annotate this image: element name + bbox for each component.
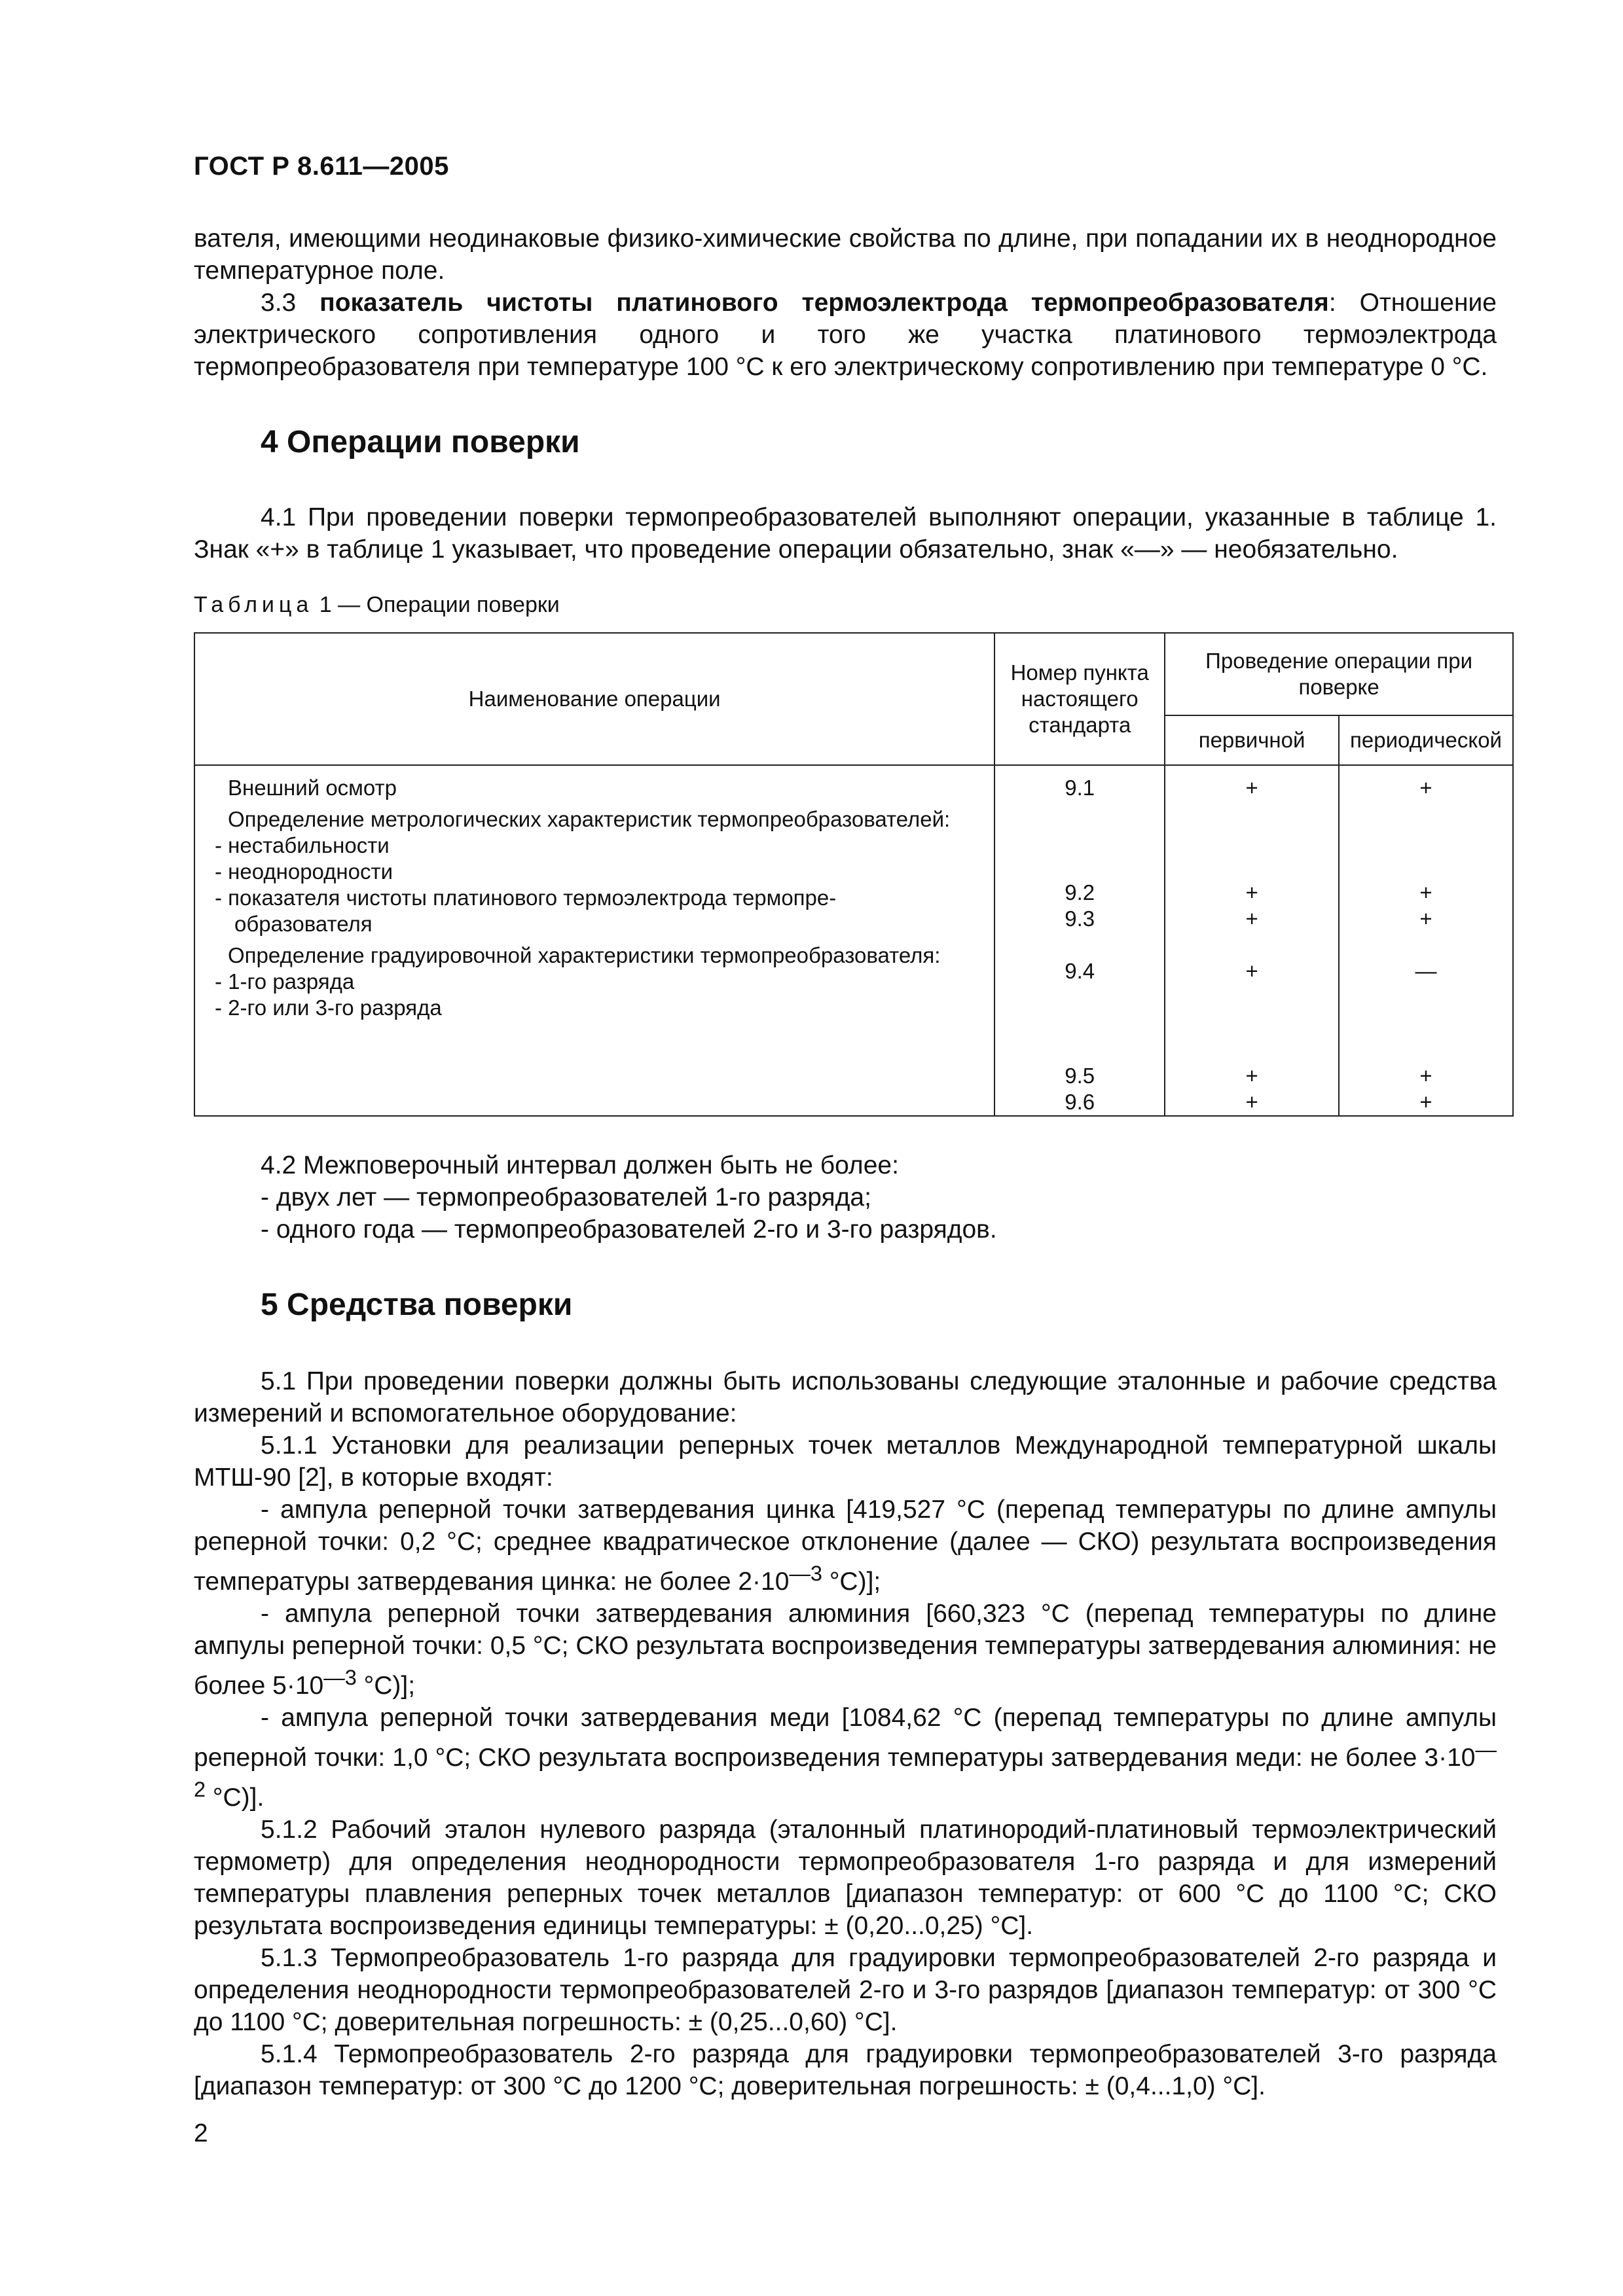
list-item-aluminium <box>194 1598 1497 1702</box>
list-item: - двух лет — термопреобразователей 1-го разряда; <box>261 1183 871 1211</box>
table-cell: + <box>1245 906 1258 931</box>
table-cell: 9.6 <box>1065 1090 1095 1114</box>
table-cell: 9.4 <box>1065 959 1095 983</box>
table-cell: 9.2 <box>1065 880 1095 905</box>
table-row-name: - нестабильности <box>215 833 390 857</box>
list-item-text: - ампула реперной точки затвердевания цинка [419,527 °С (перепад температуры по длине ампулы реперной точки: 0,2 °С; среднее квадратическое отклонение (далее — СКО) результата воспроизведения температуры затвердевания цинка: не более 2·10 <box>194 1496 1497 1596</box>
table-cell: + <box>1245 1064 1258 1088</box>
header-verification-group: Проведение операции при поверке <box>1165 633 1513 715</box>
table-row-name: - 1-го разряда <box>215 969 355 994</box>
list-item-text: °С)]; <box>356 1672 416 1700</box>
paragraph-4-1: 4.1 При проведении поверки термопреобразователей выполняют операции, указанные в таблице 1. Знак «+» в таблице 1 указывает, что проведение операции обязательно, знак «—» — необязательно. <box>194 503 1497 564</box>
list-item-zinc <box>194 1494 1497 1598</box>
definition-text: : Отношение электрического сопротивления одного и того же участка платинового термоэлектрода термопреобразователя при температуре 100 °С к его электрическому сопротивлению при температуре 0 °С. <box>194 289 1497 381</box>
table-row-name: - показателя чистоты платинового термоэлектрода термопре- <box>215 886 837 910</box>
exponent: —3 <box>323 1666 357 1689</box>
list-item: - одного года — термопреобразователей 2-го и 3-го разрядов. <box>261 1215 997 1244</box>
table-cell: + <box>1419 776 1432 800</box>
table-row-name-continuation: образователя <box>234 912 373 936</box>
table-caption <box>194 590 1497 619</box>
table-cell: 9.3 <box>1065 906 1095 931</box>
table-cell: + <box>1245 776 1258 800</box>
section-heading-5: 5 Средства поверки <box>261 1287 573 1322</box>
table-group-label: Определение метрологических характеристик термопреобразователей: <box>228 807 951 831</box>
table-cell: — <box>1415 959 1437 983</box>
list-item-text: - ампула реперной точки затвердевания алюминия [660,323 °С (перепад температуры по длине ампулы реперной точки: 0,5 °С; СКО результата воспроизведения температуры затвердевания алюминия: не более 5·10 <box>194 1600 1497 1700</box>
table-caption-text: 1 — Операции поверки <box>313 592 560 617</box>
table-group-label: Определение градуировочной характеристики термопреобразователя: <box>228 943 941 967</box>
table-cell: + <box>1419 880 1432 905</box>
table-cell: + <box>1245 1090 1258 1114</box>
table-cell: + <box>1419 906 1432 931</box>
clause-number-column <box>994 765 1165 1116</box>
paragraph-5-1-3: 5.1.3 Термопреобразователь 1-го разряда для градуировки термопреобразователей 2-го разряда и определения неоднородности термопреобразователей 2-го и 3-го разрядов [диапазон температур: от 300 °С до 1100 °С; доверительная погрешность: ± (0,25...0,60) °С]. <box>194 1944 1497 2036</box>
exponent: —2 <box>194 1738 1497 1801</box>
header-periodic: периодической <box>1339 715 1513 765</box>
table-cell: + <box>1245 959 1258 983</box>
periodic-column <box>1339 765 1513 1116</box>
table-caption-label: Таблица <box>194 592 314 617</box>
table-row-name: Внешний осмотр <box>228 776 397 800</box>
table-cell: + <box>1245 880 1258 905</box>
defined-term: показатель чистоты платинового термоэлектрода термопреобразователя <box>319 289 1329 317</box>
clause-number: 3.3 <box>261 289 320 317</box>
operations-table <box>194 632 1514 1117</box>
section-heading-4: 4 Операции поверки <box>261 425 580 459</box>
table-cell: 9.1 <box>1065 776 1095 800</box>
exponent: —3 <box>789 1562 822 1585</box>
table-cell: 9.5 <box>1065 1064 1095 1088</box>
primary-column <box>1165 765 1339 1116</box>
paragraph-5-1-2: 5.1.2 Рабочий эталон нулевого разряда (эталонный платинородий-платиновый термоэлектрический термометр) для определения неоднородности термопреобразователя 1-го разряда и для измерений температуры плавления реперных точек металлов [диапазон температур: от 600 °С до 1100 °С; СКО результата воспроизведения единицы температуры: ± (0,20...0,25) °С]. <box>194 1816 1497 1940</box>
list-item-copper <box>194 1702 1497 1814</box>
paragraph-5-1-1: 5.1.1 Установки для реализации реперных точек металлов Международной температурной шкалы МТШ-90 [2], в которые входят: <box>194 1431 1497 1492</box>
list-item-text: °С)]; <box>822 1568 881 1596</box>
paragraph-continuation: вателя, имеющими неодинаковые физико-химические свойства по длине, при попадании их в неоднородное температурное поле. <box>194 224 1497 285</box>
list-item-text: - ампула реперной точки затвердевания меди [1084,62 °С (перепад температуры по длине ампулы реперной точки: 1,0 °С; СКО результата воспроизведения температуры затвердевания меди: не более 3·10 <box>194 1704 1497 1772</box>
operations-name-column <box>194 765 994 1116</box>
list-item-text: °С)]. <box>206 1784 264 1812</box>
document-body <box>194 223 1502 2102</box>
table-row-name: - 2-го или 3-го разряда <box>215 996 442 1020</box>
document-code-header: ГОСТ Р 8.611—2005 <box>194 152 449 181</box>
table-row-name: - неоднородности <box>215 859 393 884</box>
table-cell: + <box>1419 1064 1432 1088</box>
paragraph-5-1: 5.1 При проведении поверки должны быть использованы следующие эталонные и рабочие средства измерений и вспомогательное оборудование: <box>194 1367 1497 1427</box>
paragraph-3-3 <box>194 287 1497 383</box>
header-operation-name: Наименование операции <box>194 633 994 765</box>
header-primary: первичной <box>1165 715 1339 765</box>
page-number: 2 <box>194 2119 208 2147</box>
table-cell: + <box>1419 1090 1432 1114</box>
header-clause-number: Номер пункта настоящего стандарта <box>994 633 1165 765</box>
paragraph-4-2: 4.2 Межповерочный интервал должен быть не более: <box>261 1151 899 1179</box>
paragraph-5-1-4: 5.1.4 Термопреобразователь 2-го разряда для градуировки термопреобразователей 3-го разряда [диапазон температур: от 300 °С до 1200 °С; доверительная погрешность: ± (0,4...1,0) °С]. <box>194 2040 1497 2100</box>
